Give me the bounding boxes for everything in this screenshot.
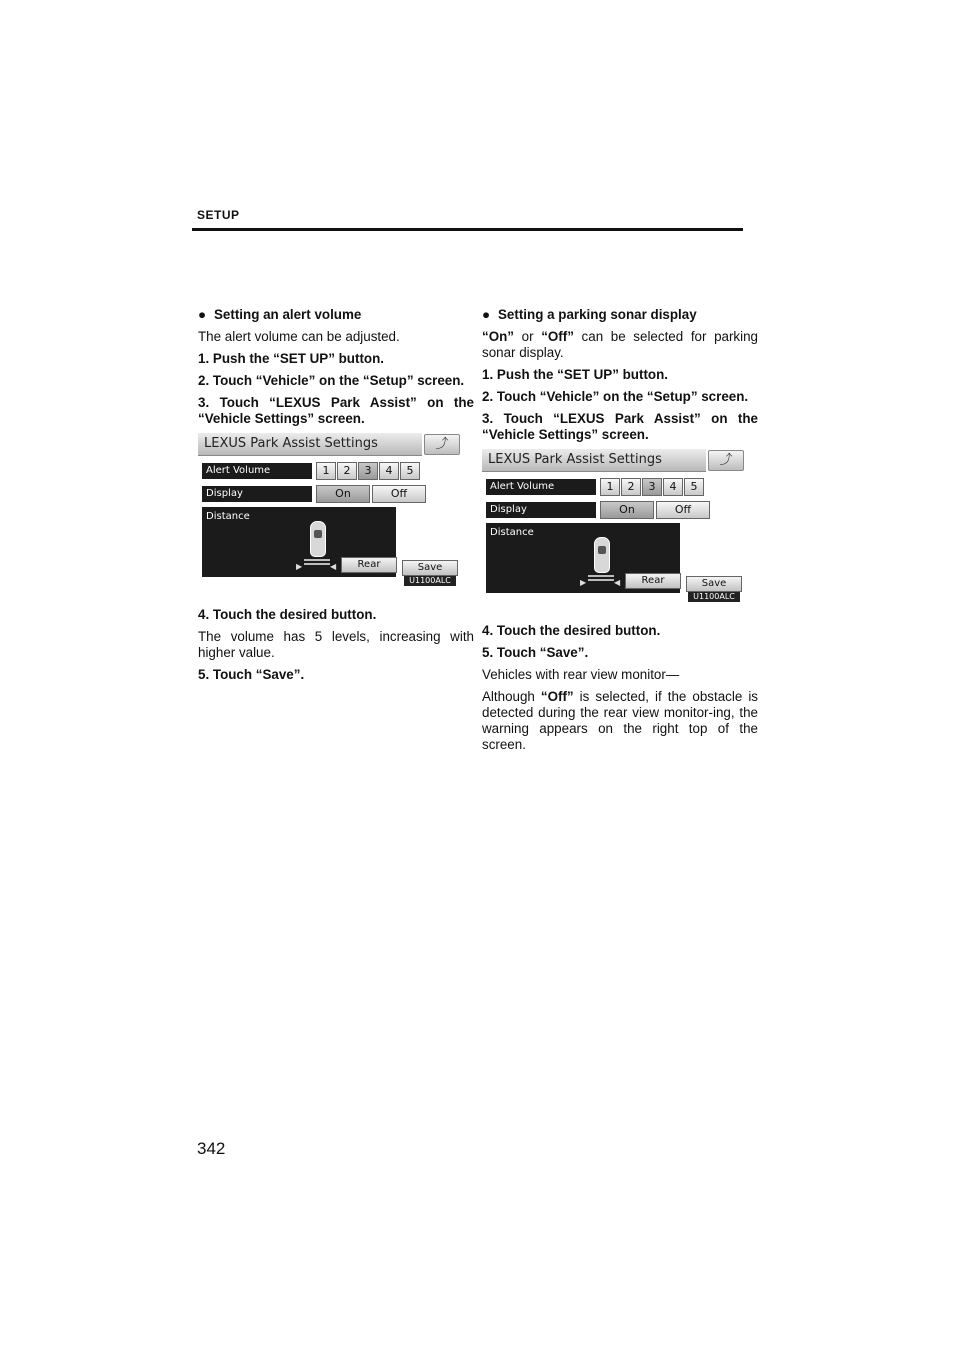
display-off-button[interactable]: Off	[372, 485, 426, 503]
bullet-icon: ●	[198, 307, 207, 322]
page-number: 342	[197, 1139, 226, 1158]
left-step-3: 3. Touch “LEXUS Park Assist” on the “Vehicle Settings” screen.	[198, 395, 474, 426]
left-intro: The alert volume can be adjusted.	[198, 329, 400, 344]
volume-4-button[interactable]: 4	[663, 478, 683, 496]
back-arrow-icon: ⤴	[435, 437, 449, 452]
section-header: SETUP	[197, 208, 240, 222]
distance-label: Distance	[206, 511, 250, 522]
volume-2-button[interactable]: 2	[621, 478, 641, 496]
display-on-button[interactable]: On	[316, 485, 370, 503]
distance-panel	[202, 507, 396, 577]
volume-5-button[interactable]: 5	[400, 462, 420, 480]
sensor-bar	[588, 575, 614, 577]
left-note: The volume has 5 levels, increasing with higher value.	[198, 629, 474, 660]
screen-title: LEXUS Park Assist Settings	[198, 433, 422, 456]
bullet-icon: ●	[482, 307, 491, 322]
right-column	[482, 307, 758, 759]
arrow-right-icon: ▶	[580, 578, 587, 587]
volume-3-button[interactable]: 3	[642, 478, 662, 496]
right-step-1: 1. Push the “SET UP” button.	[482, 367, 668, 382]
left-heading-text: Setting an alert volume	[214, 307, 362, 322]
figure-code: U1100ALC	[688, 592, 740, 602]
volume-4-button[interactable]: 4	[379, 462, 399, 480]
right-heading-text: Setting a parking sonar display	[498, 307, 697, 322]
sensor-bar	[304, 559, 330, 561]
right-step-2: 2. Touch “Vehicle” on the “Setup” screen.	[482, 389, 749, 404]
left-step-4: 4. Touch the desired button.	[198, 607, 377, 622]
sensor-bar	[588, 579, 614, 581]
right-although: Although “Off” is selected, if the obstacle is detected during the rear view monitor-ing, the warning appears on the right top of the screen.	[482, 689, 758, 752]
save-button[interactable]: Save	[402, 560, 458, 576]
back-arrow-icon: ⤴	[719, 453, 733, 468]
back-button[interactable]	[708, 450, 744, 471]
car-icon	[594, 537, 610, 573]
right-monitor-note: Vehicles with rear view monitor—	[482, 667, 680, 682]
off-term: “Off”	[540, 689, 574, 704]
screen-title: LEXUS Park Assist Settings	[482, 449, 706, 472]
right-step-4: 4. Touch the desired button.	[482, 623, 661, 638]
right-step-3: 3. Touch “LEXUS Park Assist” on the “Vehicle Settings” screen.	[482, 411, 758, 442]
distance-panel	[486, 523, 680, 593]
right-heading	[482, 307, 758, 323]
park-assist-screen	[198, 433, 458, 597]
display-label: Display	[486, 502, 596, 518]
off-term: “Off”	[541, 329, 574, 344]
save-button[interactable]: Save	[686, 576, 742, 592]
left-step-2: 2. Touch “Vehicle” on the “Setup” screen.	[198, 373, 465, 388]
display-on-button[interactable]: On	[600, 501, 654, 519]
left-heading	[198, 307, 474, 323]
display-off-button[interactable]: Off	[656, 501, 710, 519]
display-label: Display	[202, 486, 312, 502]
sensor-bar	[304, 563, 330, 565]
arrow-left-icon: ◀	[614, 578, 621, 587]
arrow-left-icon: ◀	[330, 562, 337, 571]
alert-volume-label: Alert Volume	[202, 463, 312, 479]
left-step-5: 5. Touch “Save”.	[198, 667, 305, 682]
distance-label: Distance	[490, 527, 534, 538]
arrow-right-icon: ▶	[296, 562, 303, 571]
volume-2-button[interactable]: 2	[337, 462, 357, 480]
left-step-1: 1. Push the “SET UP” button.	[198, 351, 384, 366]
rear-button[interactable]: Rear	[625, 573, 681, 589]
figure-code: U1100ALC	[404, 576, 456, 586]
car-icon	[310, 521, 326, 557]
on-term: “On”	[482, 329, 514, 344]
volume-1-button[interactable]: 1	[316, 462, 336, 480]
alert-volume-label: Alert Volume	[486, 479, 596, 495]
right-intro: “On” or “Off” can be selected for parking sonar display.	[482, 329, 758, 360]
volume-1-button[interactable]: 1	[600, 478, 620, 496]
volume-5-button[interactable]: 5	[684, 478, 704, 496]
header-rule	[192, 228, 743, 231]
rear-button[interactable]: Rear	[341, 557, 397, 573]
park-assist-screen	[482, 449, 742, 613]
back-button[interactable]	[424, 434, 460, 455]
volume-3-button[interactable]: 3	[358, 462, 378, 480]
left-column	[198, 307, 474, 689]
right-step-5: 5. Touch “Save”.	[482, 645, 589, 660]
